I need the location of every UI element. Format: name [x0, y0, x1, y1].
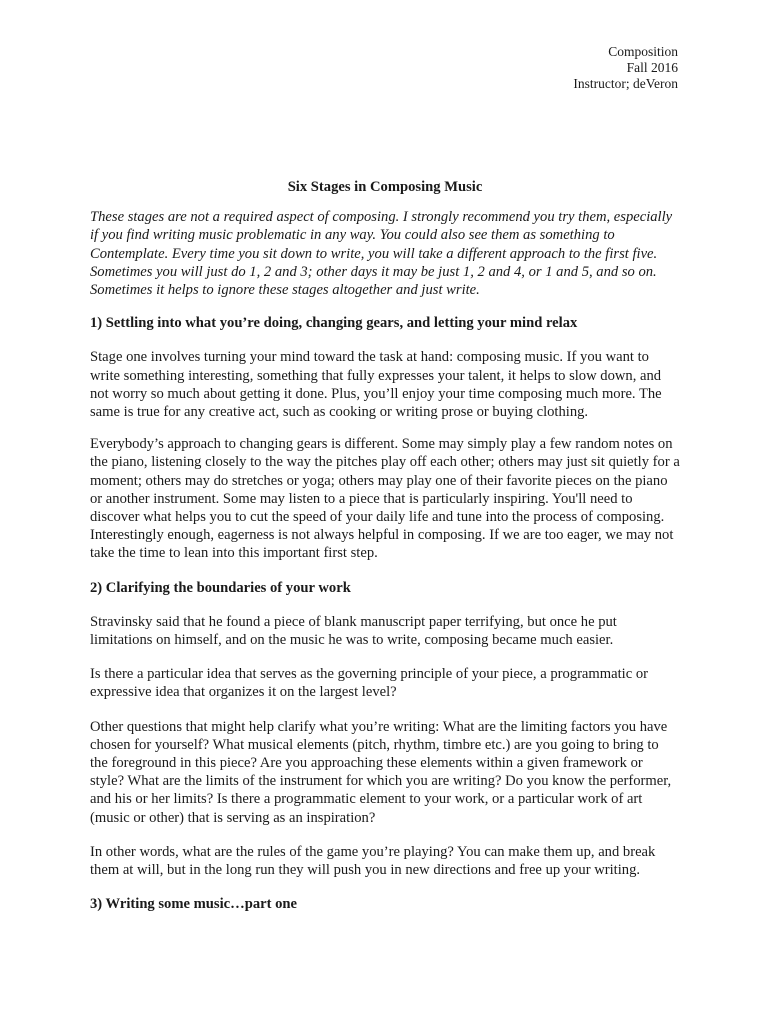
document-title: Six Stages in Composing Music — [287, 179, 483, 195]
section-2-heading: 2) Clarifying the boundaries of your work — [90, 579, 351, 596]
section-1-paragraph-2: Everybody’s approach to changing gears is different. Some may simply play a few random notes on the piano, listening closely to the way the pitches play off each other; others may just sit quietly for a moment; others may do stretches or yoga; others may play one of their favorite pieces on the piano or another instrument. Some may listen to a piece that is particularly inspiring. You'll need to discover what helps you to cut the speed of your daily life and tune into the process of composing. Interestingly enough, eagerness is not always helpful in composing. If we are too eager, we may not take the time to lean into this important first step. — [90, 436, 680, 562]
course-term: Fall 2016 — [626, 60, 678, 75]
section-1-heading: 1) Settling into what you’re doing, changing gears, and letting your mind relax — [90, 315, 578, 332]
document-body — [90, 178, 680, 930]
intro-paragraph: These stages are not a required aspect of composing. I strongly recommend you try them, especially if you find writing music problematic in any way. You could also see them as something to Contemplate. Every time you sit down to write, you will take a different approach to the first five. Sometimes you will just do 1, 2 and 3; other days it may be just 1, 2 and 4, or 1 and 5, and so on. Sometimes it helps to ignore these stages altogether and just write. — [90, 209, 673, 299]
course-header — [573, 44, 678, 92]
section-2-paragraph-3: Other questions that might help clarify what you’re writing: What are the limiting factors you have chosen for yourself? What musical elements (pitch, rhythm, timbre etc.) are you going to bring to the foreground in this piece? Are you approaching these elements within a given framework or style? What are the limits of the instrument for which you are writing? Do you know the performer, and his or her limits? Is there a programmatic element to your work, or a particular work of art (music or other) that is serving as an inspiration? — [90, 718, 672, 826]
section-1-paragraph-1: Stage one involves turning your mind toward the task at hand: composing music. If you want to write something interesting, something that fully expresses your talent, it helps to slow down, and not worry so much about getting it done. Plus, you’ll enjoy your time composing much more. The same is true for any creative act, such as cooking or writing prose or buying clothing. — [90, 349, 662, 421]
course-instructor: Instructor; deVeron — [573, 76, 678, 91]
section-2-paragraph-4: In other words, what are the rules of the game you’re playing? You can make them up, and break them at will, but in the long run they will push you in new directions and free up your writing. — [90, 843, 656, 879]
section-2-paragraph-2: Is there a particular idea that serves as the governing principle of your piece, a programmatic or expressive idea that organizes it on the largest level? — [90, 666, 648, 701]
section-2-paragraph-1: Stravinsky said that he found a piece of blank manuscript paper terrifying, but once he put limitations on himself, and on the music he was to write, composing became much easier. — [90, 613, 617, 649]
section-3-heading: 3) Writing some music…part one — [90, 896, 298, 913]
course-name: Composition — [608, 44, 678, 59]
